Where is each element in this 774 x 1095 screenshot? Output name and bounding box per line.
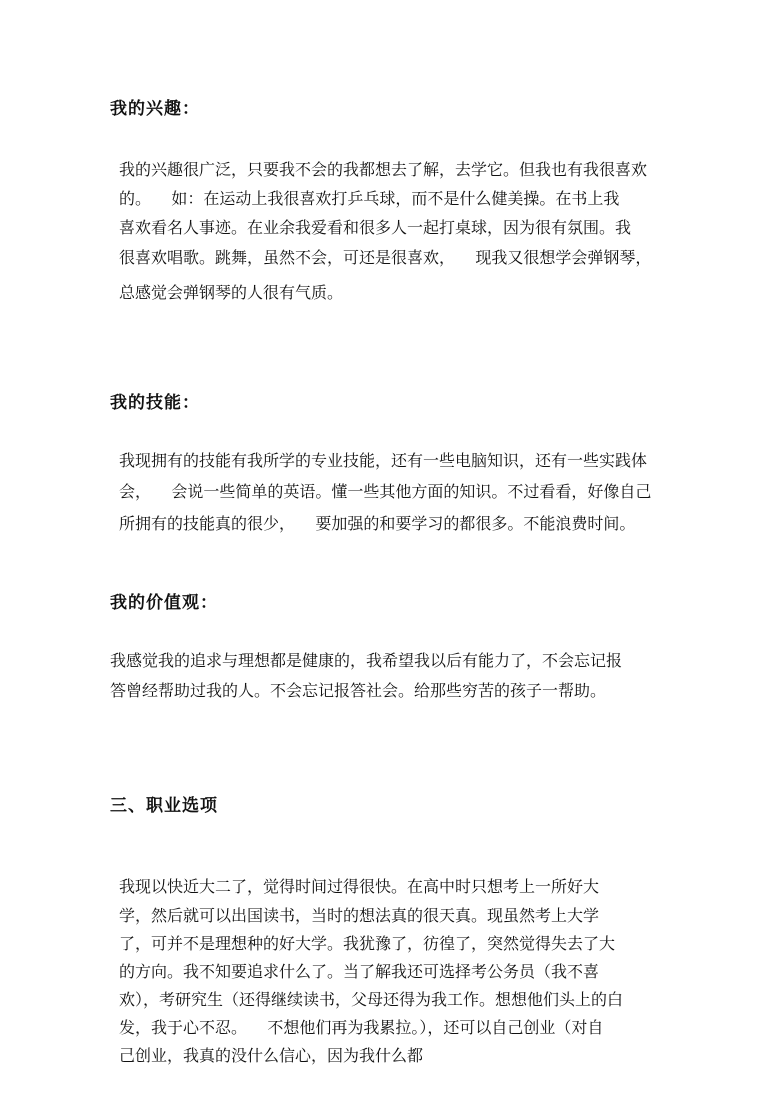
interests-line-3: 喜欢看名人事迹。在业余我爱看和很多人一起打桌球，因为很有氛围。我	[119, 218, 632, 237]
career-line-7: 己创业，我真的没什么信心，因为我什么都	[119, 1046, 424, 1065]
career-line-5: 欢），考研究生（还得继续读书，父母还得为我工作。想想他们头上的白	[119, 990, 624, 1009]
interests-line-1: 我的兴趣很广泛，只要我不会的我都想去了解，去学它。但我也有我很喜欢	[119, 160, 648, 179]
skills-line-1: 我现拥有的技能有我所学的专业技能，还有一些电脑知识，还有一些实践体	[119, 451, 648, 470]
interests-line-4: 很喜欢唱歌。跳舞，虽然不会，可还是很喜欢， 现我又很想学会弹钢琴，	[119, 248, 652, 267]
section-heading-skills: 我的技能：	[110, 393, 200, 413]
section-heading-interests: 我的兴趣：	[110, 99, 200, 119]
values-line-2: 答曾经帮助过我的人。不会忘记报答社会。给那些穷苦的孩子一帮助。	[110, 681, 607, 700]
career-line-1: 我现以快近大二了，觉得时间过得很快。在高中时只想考上一所好大	[119, 877, 600, 896]
career-line-6: 发，我于心不忍。 不想他们再为我累拉。），还可以自己创业（对自	[119, 1018, 604, 1037]
section-heading-values: 我的价值观：	[110, 593, 218, 613]
career-line-4: 的方向。我不知要追求什么了。当了解我还可选择考公务员（我不喜	[119, 962, 600, 981]
skills-line-2: 会， 会说一些简单的英语。懂一些其他方面的知识。不过看看，好像自己	[119, 482, 652, 501]
career-line-2: 学，然后就可以出国读书，当时的想法真的很天真。现虽然考上大学	[119, 906, 600, 925]
skills-line-3: 所拥有的技能真的很少， 要加强的和要学习的都很多。不能浪费时间。	[119, 514, 636, 533]
career-line-3: 了，可并不是理想种的好大学。我犹豫了，彷徨了，突然觉得失去了大	[119, 934, 616, 953]
interests-line-5: 总感觉会弹钢琴的人很有气质。	[119, 283, 344, 302]
interests-line-2: 的。 如：在运动上我很喜欢打乒乓球，而不是什么健美操。在书上我	[119, 189, 620, 208]
section-heading-career: 三、职业选项	[110, 796, 218, 816]
values-line-1: 我感觉我的追求与理想都是健康的，我希望我以后有能力了，不会忘记报	[110, 651, 623, 670]
